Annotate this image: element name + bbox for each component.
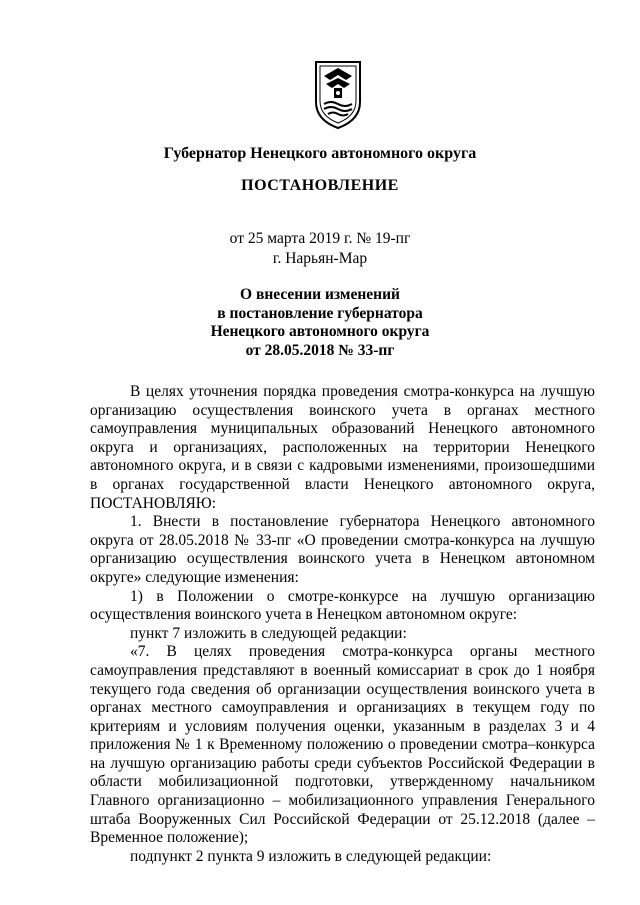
body-paragraph: 1) в Положении о смотре-конкурсе на лучшую организацию осуществления воинского учета в Ненецком автономном округе: [90,587,595,624]
document-city: г. Нарьян-Мар [272,250,368,267]
document-type: ПОСТАНОВЛЕНИЕ [241,177,399,194]
body-paragraph: 1. Внести в постановление губернатора Ненецкого автономного округа от 28.05.2018 № 33-пг «О проведении смотра-конкурса на лучшую организацию осуществления воинского учета в Ненецком автономном округе» следующие изменения: [90,513,595,586]
coat-of-arms-icon [310,58,366,130]
governor-title: Губернатор Ненецкого автономного округа [163,145,477,162]
document-body [90,383,595,866]
document-subject [0,286,640,360]
subject-line: О внесении изменений [240,286,400,303]
subject-line: Ненецкого автономного округа [210,323,430,341]
document-date: от 25 марта 2019 г. № 19-пг [229,230,411,247]
subject-line: от 28.05.2018 № 33-пг [245,341,395,359]
body-paragraph: подпункт 2 пункта 9 изложить в следующей редакции: [130,847,492,865]
body-paragraph: В целях уточнения порядка проведения смотра-конкурса на лучшую организацию осуществления воинского учета в органах местного самоуправления муниципальных образований Ненецкого автономного округа и организациях, расположенных на территории Ненецкого автономного округа, и в связи с кадровыми изменениями, произошедшими в органах государственной власти Ненецкого автономного округа, ПОСТАНОВЛЯЮ: [90,383,595,512]
subject-line: в постановление губернатора [217,304,423,322]
body-paragraph: «7. В целях проведения смотра-конкурса органы местного самоуправления представляют в военный комиссариат в срок до 1 ноября текущего года сведения об организации осуществления воинского учета в органах местного самоуправления и организациях в текущем году по критериям и условиям получения оценки, указанным в разделах 3 и 4 приложения № 1 к Временному положению о проведении смотра–конкурса на лучшую организацию работы среди субъектов Российской Федерации в области мобилизационной подготовки, утвержденному начальником Главного организационно – мобилизационного управления Генерального штаба Вооруженных Сил Российской Федерации от 25.12.2018 (далее – Временное положение); [90,643,595,847]
body-paragraph: пункт 7 изложить в следующей редакции: [130,624,407,642]
